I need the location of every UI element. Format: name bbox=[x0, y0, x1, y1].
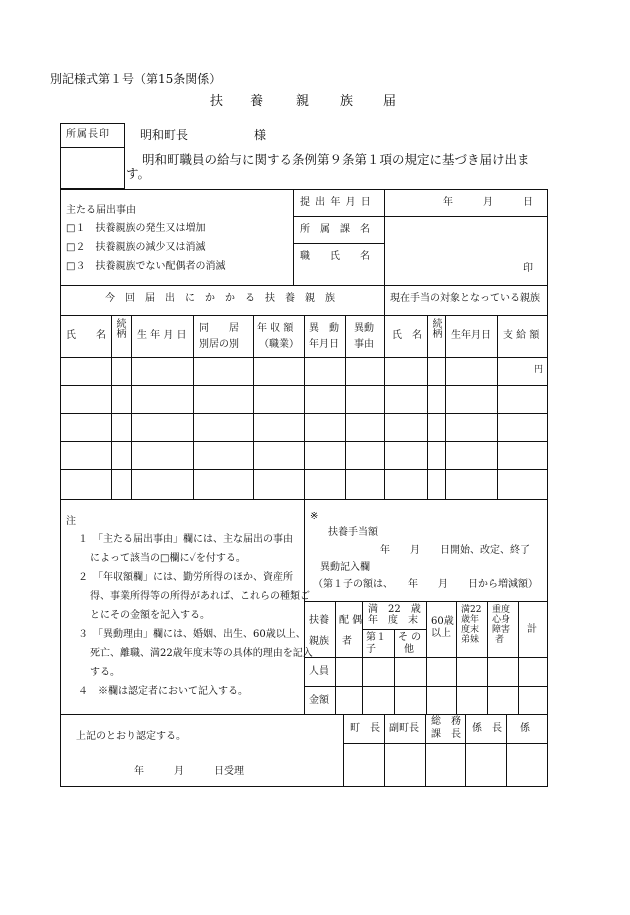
other-col-2: 他 bbox=[404, 644, 414, 655]
col-cohabit-1: 同 居 bbox=[199, 323, 239, 334]
submit-date-label: 提 出 年 月 日 bbox=[300, 197, 372, 208]
persons-row: 人員 bbox=[309, 666, 329, 677]
declaration-line-2: す。 bbox=[126, 166, 151, 181]
spouse-col-2: 者 bbox=[342, 636, 352, 647]
col-change-reason-2: 事由 bbox=[354, 339, 374, 350]
notes-title: 注 bbox=[66, 516, 76, 527]
over60-col-2: 以上 bbox=[431, 628, 451, 639]
sibling-col: 満22 bbox=[461, 605, 482, 615]
role-mayor: 町 長 bbox=[350, 723, 380, 734]
sibling-col: 弟妹 bbox=[461, 635, 480, 645]
col-name: 氏 名 bbox=[66, 330, 106, 341]
dependent-row-head-1: 扶養 bbox=[309, 615, 329, 626]
disabled-col: 心身 bbox=[492, 615, 511, 625]
note-line: によって該当の□欄に✓を付する。 bbox=[90, 553, 246, 564]
col-existing-birthdate: 生年月日 bbox=[451, 330, 491, 341]
officer-mark: ※ bbox=[310, 511, 319, 522]
reason-title: 主たる届出事由 bbox=[66, 205, 136, 216]
over60-col-1: 60歳 bbox=[431, 616, 454, 627]
amount-row: 金額 bbox=[309, 695, 329, 706]
note-line: ２ 「年収額欄」には、勤労所得のほか、資産所 bbox=[78, 572, 293, 583]
title-char: 親 bbox=[296, 94, 310, 109]
role-section-chief: 係 長 bbox=[472, 723, 502, 734]
note-line: する。 bbox=[90, 667, 120, 678]
addressee-honorific: 様 bbox=[254, 128, 267, 142]
under22-col-2: 年 度 末 bbox=[368, 615, 418, 626]
first-child-col-1: 第１ bbox=[366, 632, 386, 643]
col-change-reason-1: 異動 bbox=[354, 323, 374, 334]
reason-checkbox-2[interactable]: □２ 扶養親族の減少又は消滅 bbox=[66, 242, 206, 253]
other-col-1: そ の bbox=[398, 632, 422, 643]
form-label: 別記様式第１号（第15条関係） bbox=[50, 72, 222, 86]
col-relation: 続柄 bbox=[114, 318, 125, 338]
role-staff: 係 bbox=[520, 723, 530, 734]
note-line: 得、事業所得等の所得があれば、これらの種類ご bbox=[90, 591, 310, 602]
sibling-col: 度末 bbox=[461, 625, 480, 635]
col-birthdate: 生 年 月 日 bbox=[137, 330, 187, 341]
reason-checkbox-3[interactable]: □３ 扶養親族でない配偶者の消滅 bbox=[66, 261, 226, 272]
note-line: ４ ※欄は認定者において記入する。 bbox=[78, 686, 248, 697]
col-change-date-1: 異 動 bbox=[309, 323, 339, 334]
note-line: １ 「主たる届出事由」欄には、主な届出の事由 bbox=[78, 534, 293, 545]
submit-date-value[interactable]: 年 月 日 bbox=[443, 197, 533, 208]
under22-col-1: 満 22 歳 bbox=[368, 604, 421, 615]
seal-label: 所属長印 bbox=[66, 129, 110, 140]
col-existing-name: 氏 名 bbox=[392, 330, 422, 341]
dependent-row-head-2: 親族 bbox=[309, 636, 329, 647]
col-income-1: 年 収 額 bbox=[257, 323, 294, 334]
reason-checkbox-1[interactable]: □１ 扶養親族の発生又は増加 bbox=[66, 223, 206, 234]
seal-mark: 印 bbox=[523, 263, 533, 274]
disabled-col: 重度 bbox=[492, 605, 511, 615]
allowance-title: 扶養手当額 bbox=[328, 527, 378, 538]
spouse-col-1: 配 偶 bbox=[339, 615, 363, 626]
col-change-date-2: 年月日 bbox=[309, 339, 339, 350]
col-existing-relation: 続柄 bbox=[430, 318, 441, 338]
role-general-affairs-1: 総 務 bbox=[431, 716, 461, 727]
sibling-col: 歳年 bbox=[461, 615, 480, 625]
current-dependents-title: 今 回 届 出 に か か る 扶 養 親 族 bbox=[105, 293, 335, 304]
col-cohabit-2: 別居の別 bbox=[199, 339, 239, 350]
first-child-col-2: 子 bbox=[366, 644, 376, 655]
title-char: 届 bbox=[383, 94, 397, 109]
allowance-period: 年 月 日開始、改定、終了 bbox=[380, 545, 530, 556]
title-char: 族 bbox=[340, 94, 354, 109]
note-line: ３ 「異動理由」欄には、婚姻、出生、60歳以上、 bbox=[78, 629, 306, 640]
col-income-2: （職業） bbox=[259, 339, 299, 350]
disabled-col: 障害 bbox=[492, 625, 511, 635]
title-char: 扶 bbox=[210, 94, 224, 109]
role-deputy-mayor: 副町長 bbox=[389, 723, 419, 734]
received-date: 年 月 日受理 bbox=[134, 766, 244, 777]
addressee: 明和町長 bbox=[140, 128, 189, 142]
department-label: 所 属 課 名 bbox=[300, 224, 370, 235]
role-general-affairs-2: 課 長 bbox=[431, 729, 461, 740]
first-child-note: （第１子の額は、 年 月 日から増減額） bbox=[313, 579, 538, 590]
disabled-col: 者 bbox=[495, 635, 505, 645]
staff-name-label: 職 氏 名 bbox=[300, 251, 370, 262]
yen-unit: 円 bbox=[534, 365, 544, 375]
declaration-line-1: 明和町職員の給与に関する条例第９条第１項の規定に基づき届け出ま bbox=[142, 152, 530, 167]
existing-dependents-title: 現在手当の対象となっている親族 bbox=[390, 293, 540, 304]
col-existing-amount: 支 給 額 bbox=[503, 330, 540, 341]
title-char: 養 bbox=[250, 94, 264, 109]
note-line: とにその金額を記入する。 bbox=[90, 610, 210, 621]
total-col: 計 bbox=[527, 624, 537, 635]
certified-text: 上記のとおり認定する。 bbox=[76, 731, 186, 742]
change-entry-label: 異動記入欄 bbox=[320, 562, 370, 573]
note-line: 死亡、離職、満22歳年度末等の具体的理由を記入 bbox=[90, 648, 313, 659]
